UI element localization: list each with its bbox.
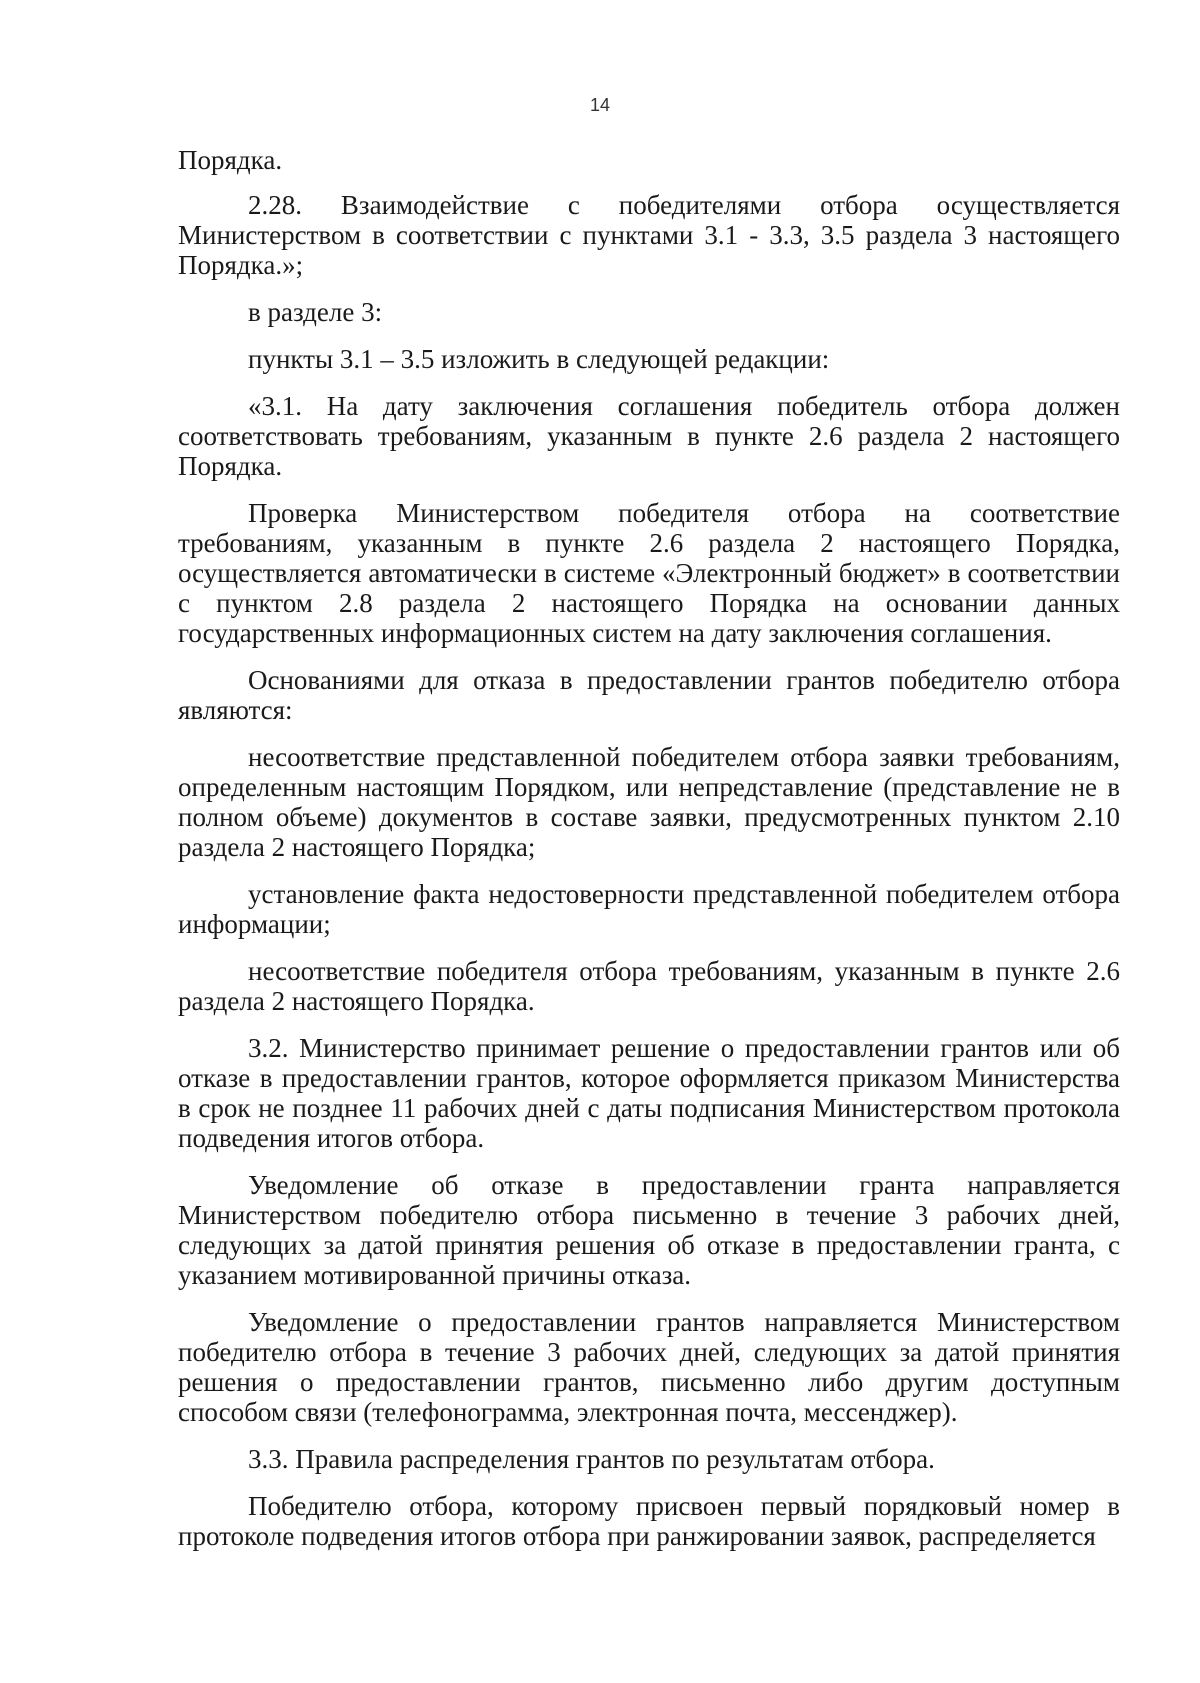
paragraph-grant-notice: Уведомление о предоставлении грантов направляется Министерством победителю отбора в течение 3 рабочих дней, следующих за датой принятия решения о предоставлении грантов, письменно либо другим доступным способом связи (телефонограмма, электронная почта, мессенджер). — [178, 1307, 1120, 1427]
paragraph-ground-2: установление факта недостоверности представленной победителем отбора информации; — [178, 879, 1120, 939]
paragraph-distribution: Победителю отбора, которому присвоен первый порядковый номер в протоколе подведения итогов отбора при ранжировании заявок, распределяется — [178, 1491, 1120, 1551]
paragraph-3-3: 3.3. Правила распределения грантов по результатам отбора. — [248, 1444, 935, 1474]
document-body — [178, 145, 1120, 1568]
paragraph-section-3: в разделе 3: — [248, 297, 383, 327]
paragraph-ground-3: несоответствие победителя отбора требованиям, указанным в пункте 2.6 раздела 2 настоящего Порядка. — [178, 956, 1120, 1016]
paragraph-refusal-grounds: Основаниями для отказа в предоставлении грантов победителю отбора являются: — [178, 665, 1120, 725]
paragraph-3-1: «3.1. На дату заключения соглашения победитель отбора должен соответствовать требованиям, указанным в пункте 2.6 раздела 2 настоящего Порядка. — [178, 391, 1120, 481]
paragraph-continuation: Порядка. — [178, 145, 283, 175]
paragraph-items-3-1-3-5: пункты 3.1 – 3.5 изложить в следующей редакции: — [248, 344, 830, 374]
paragraph-ground-1: несоответствие представленной победителем отбора заявки требованиям, определенным настоящим Порядком, или непредставление (представление не в полном объеме) документов в составе заявки, предусмотренных пунктом 2.10 раздела 2 настоящего Порядка; — [178, 742, 1120, 862]
page-number: 14 — [589, 95, 611, 115]
paragraph-2-28: 2.28. Взаимодействие с победителями отбора осуществляется Министерством в соответствии с пунктами 3.1 - 3.3, 3.5 раздела 3 настоящего Порядка.»; — [178, 190, 1120, 280]
paragraph-3-2: 3.2. Министерство принимает решение о предоставлении грантов или об отказе в предоставлении грантов, которое оформляется приказом Министерства в срок не позднее 11 рабочих дней с даты подписания Министерством протокола подведения итогов отбора. — [178, 1033, 1120, 1153]
paragraph-verification: Проверка Министерством победителя отбора на соответствие требованиям, указанным в пункте 2.6 раздела 2 настоящего Порядка, осуществляется автоматически в системе «Электронный бюджет» в соответствии с пунктом 2.8 раздела 2 настоящего Порядка на основании данных государственных информационных систем на дату заключения соглашения. — [178, 498, 1120, 648]
paragraph-refusal-notice: Уведомление об отказе в предоставлении гранта направляется Министерством победителю отбора письменно в течение 3 рабочих дней, следующих за датой принятия решения об отказе в предоставлении гранта, с указанием мотивированной причины отказа. — [178, 1170, 1120, 1290]
